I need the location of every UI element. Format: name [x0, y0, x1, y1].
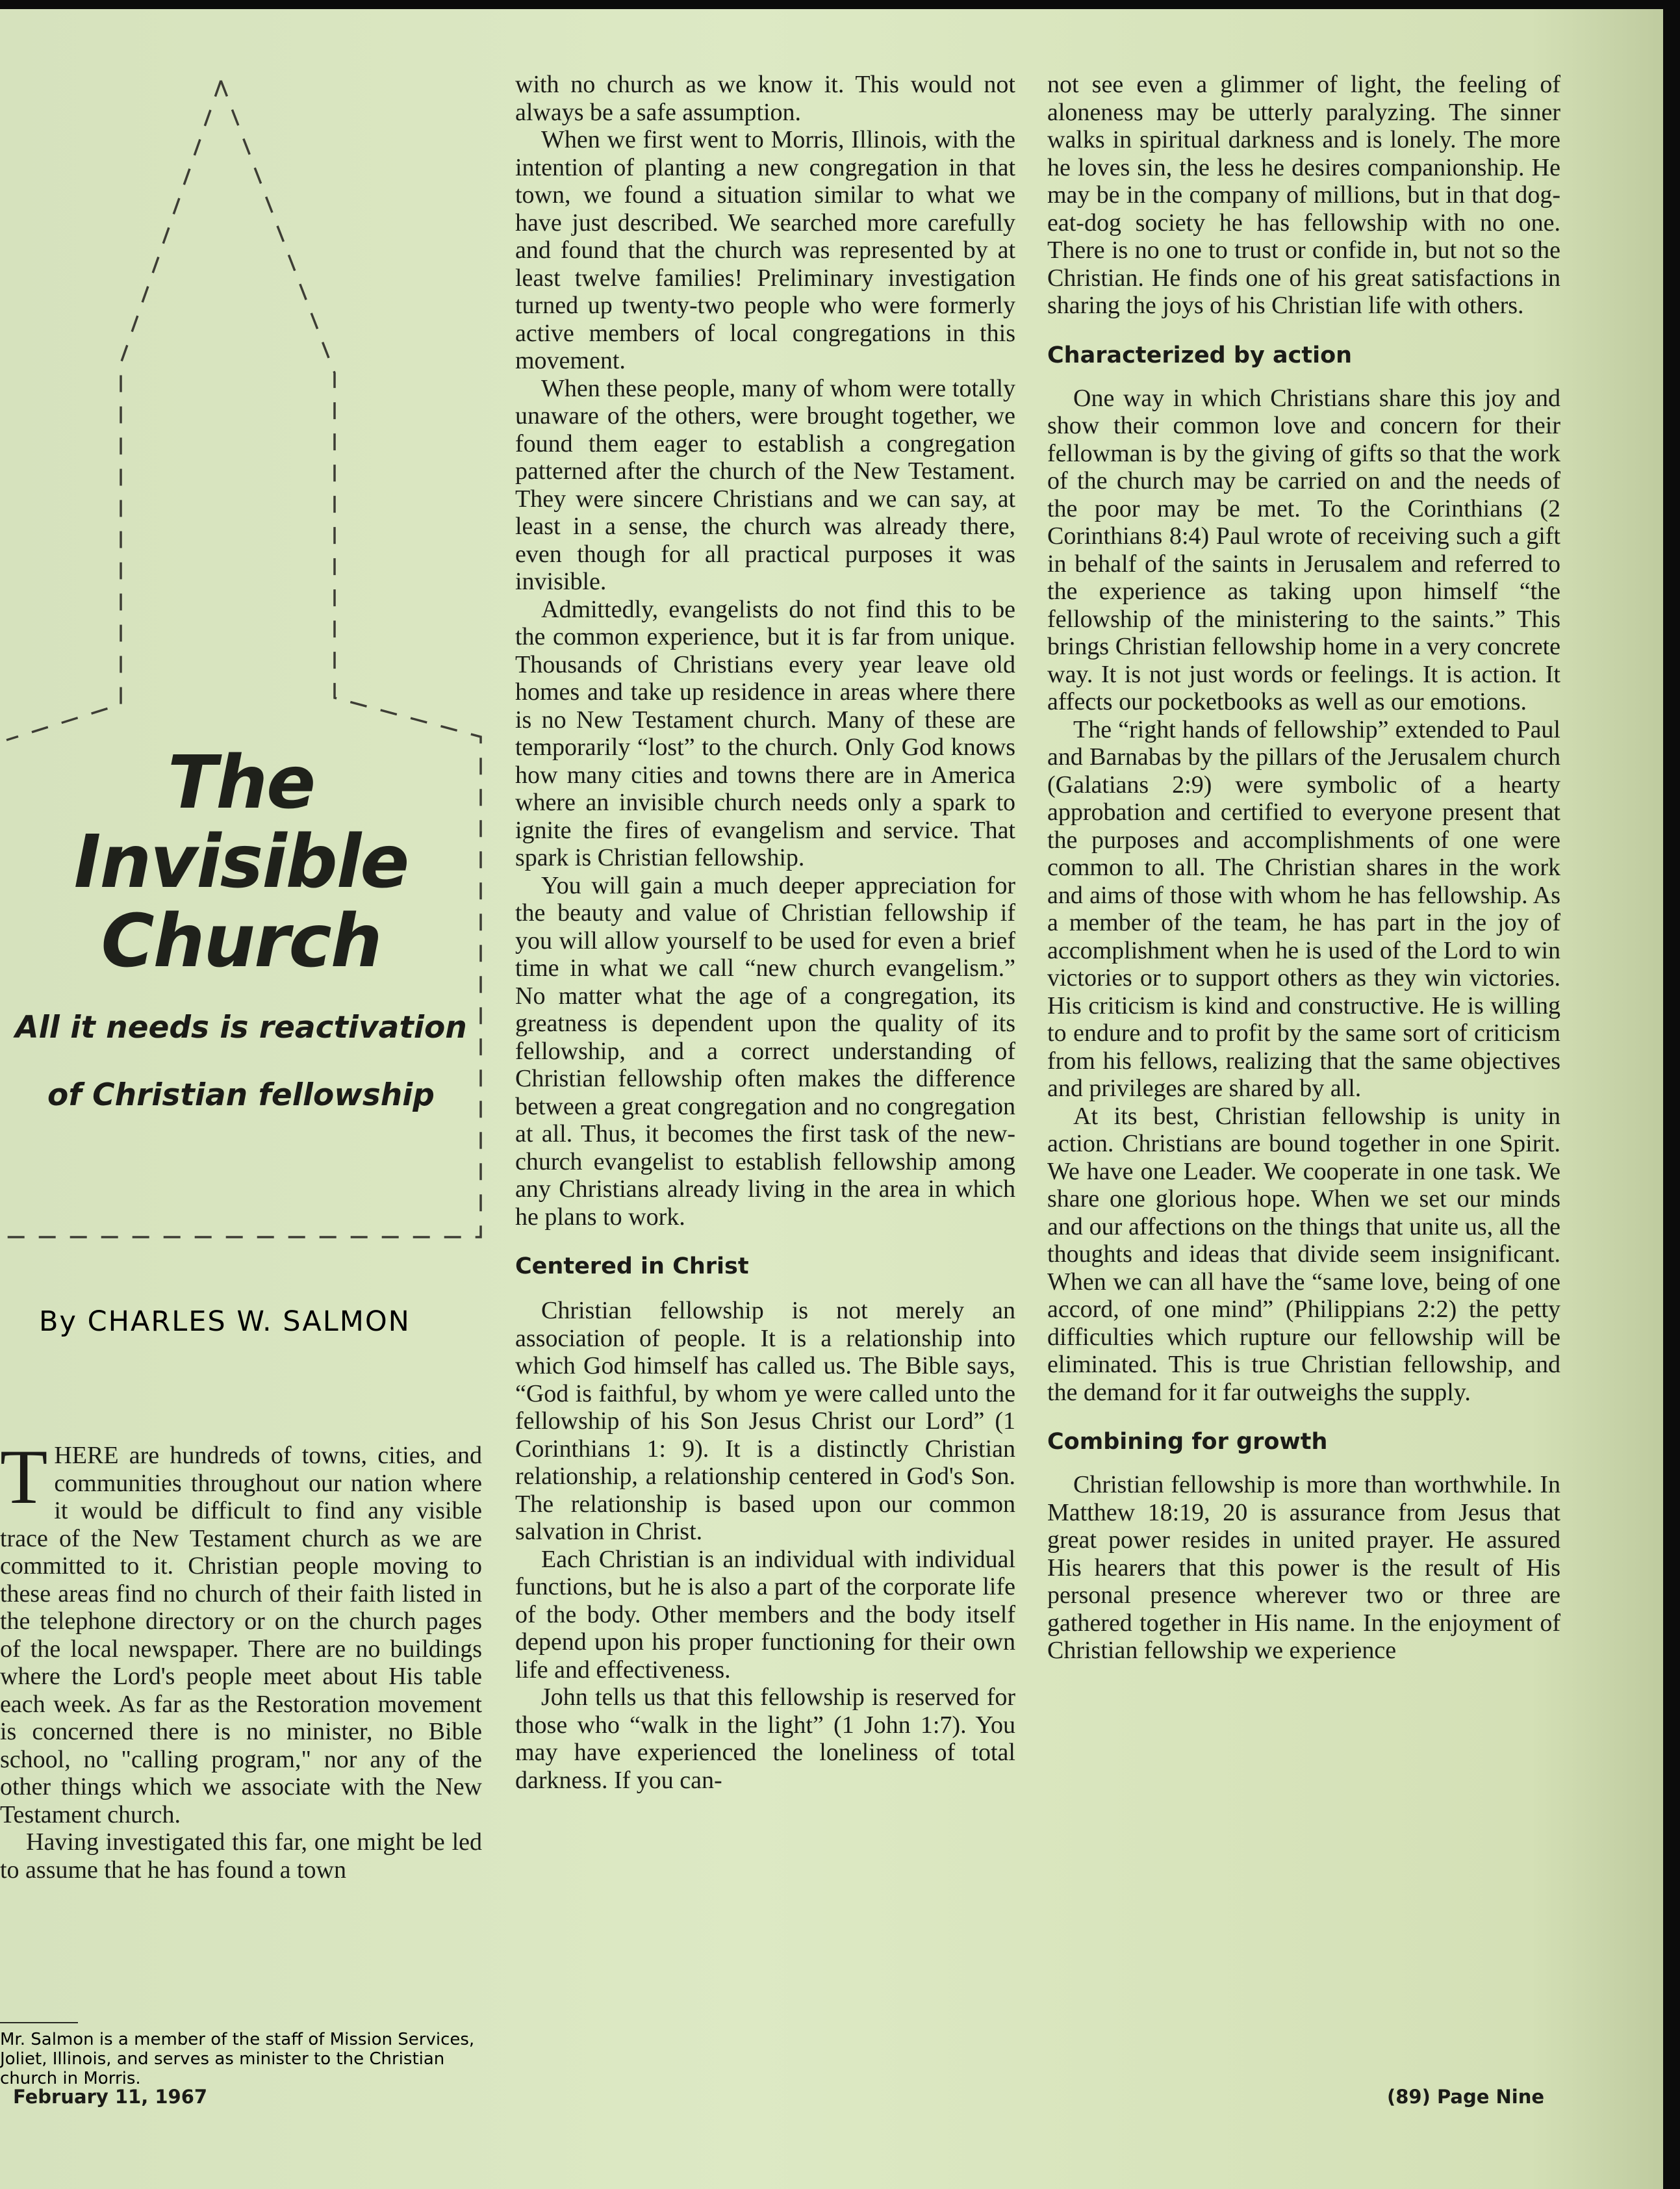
footer-page-number: (89) Page Nine [1387, 2086, 1545, 2108]
footnote-rule [0, 2022, 78, 2023]
paragraph: Each Christian is an individual with individual functions, but he is also a part of the corporate life of the body. Other members and the body itself depend upon his proper functioning for their own life and effectiveness. [515, 1545, 1015, 1683]
paragraph: When we first went to Morris, Illinois, with the intention of planting a new congregation in that town, we found a situation similar to what we have just described. We searched more carefully and found that the church was represented by at least twelve families! Preliminary investigation turned up twenty-two people who were formerly active members of local congregations in this movement. [515, 126, 1015, 374]
title-line-2: Invisible [73, 820, 409, 904]
paragraph: When these people, many of whom were totally unaware of the others, were brought together, we found them eager to establish a congregation patterned after the church of the New Testament. They were sincere Christians and we can say, at least in a sense, the church was already there, even though for all practical purposes it was invisible. [515, 374, 1015, 595]
byline: By CHARLES W. SALMON [39, 1305, 411, 1338]
paragraph: The “right hands of fellowship” extended to Paul and Barnabas by the pillars of the Jerusalem church (Galatians 2:9) were symbolic of a hearty approbation and certified to everyone present that the purposes and accomplishments of one were common to all. The Christian shares in the work and aims of those with whom he has fellowship. As a member of the team, he has part in the joy of accomplishment when he is used of the Lord to win victories or to support others as they win victories. His criticism is kind and constructive. He is willing to endure and to profit by the same sort of criticism from his fellows, realizing that the same objectives and privileges are shared by all. [1047, 715, 1560, 1102]
column-3 [1047, 71, 1560, 1665]
column-2 [515, 71, 1015, 1794]
magazine-page [0, 9, 1663, 2189]
author-footnote: Mr. Salmon is a member of the staff of Mission Services, Joliet, Illinois, and serves as minister to the Christian church in Morris. [0, 2030, 475, 2088]
paragraph: Christian fellowship is not merely an association of people. It is a relationship into which God himself has called us. The Bible says, “God is faithful, by whom ye were called unto the fellowship of his Son Jesus Christ our Lord” (1 Corinthians 1: 9). It is a distinctly Christian relationship, a relationship centered in God's Son. The relationship is based upon our common salvation in Christ. [515, 1297, 1015, 1545]
column-1 [0, 1433, 482, 1884]
paragraph: Having investigated this far, one might be led to assume that he has found a town [0, 1828, 482, 1884]
footer-date: February 11, 1967 [13, 2086, 208, 2108]
paragraph: You will gain a much deeper appreciation for the beauty and value of Christian fellowship if you will allow yourself to be used for even a brief time in what we call “new church evangelism.” No matter what the age of a congregation, its greatness is dependent upon the quality of its fellowship, and a correct understanding of Christian fellowship often makes the difference between a great congregation and no congregation at all. Thus, it becomes the first task of the new-church evangelist to establish fellowship among any Christians already living in the area in which he plans to work. [515, 871, 1015, 1231]
paragraph: At its best, Christian fellowship is unity in action. Christians are bound together in one Spirit. We have one Leader. We cooperate in one task. We share one glorious hope. When we set our minds and our affections on the things that unite us, all the thoughts and ideas that divide seem insignificant. When we can all have the “same love, being of one accord, of one mind” (Philippians 2:2) the petty difficulties which rupture our fellowship will be eliminated. This is true Christian fellowship, and the demand for it far outweighs the supply. [1047, 1102, 1560, 1406]
title-block [0, 743, 482, 1129]
paragraph: THERE are hundreds of towns, cities, and communities throughout our nation where it would be difficult to find any visible trace of the New Testament church as we are committed to it. Christian people moving to these areas find no church of their faith listed in the telephone directory or on the church pages of the local newspaper. There are no buildings where the Lord's people meet about His table each week. As far as the Restoration movement is concerned there is no minister, no Bible school, no "calling program," nor any of the other things which we associate with the New Testament church. [0, 1433, 482, 1828]
paragraph: not see even a glimmer of light, the feeling of aloneness may be utterly paralyzing. The sinner walks in spiritual darkness and is lonely. The more he loves sin, the less he desires companionship. He may be in the company of millions, but in that dog-eat-dog society he has fellowship with no one. There is no one to trust or confide in, but not so the Christian. He finds one of his great satisfactions in sharing the joys of his Christian life with others. [1047, 71, 1560, 319]
section-heading: Centered in Christ [515, 1253, 749, 1279]
section-heading: Combining for growth [1047, 1429, 1328, 1455]
title-line-1: The [167, 741, 315, 825]
paragraph: One way in which Christians share this joy and show their common love and concern for their fellowman is by the giving of gifts so that the work of the church may be carried on and the needs of the poor may be met. To the Corinthians (2 Corinthians 8:4) Paul wrote of receiving such a gift in behalf of the saints in Jerusalem and referred to the experience as taking upon himself “the fellowship of the ministering to the saints.” This brings Christian fellowship home in a very concrete way. It is not just words or feelings. It is action. It affects our pocketbooks as well as our emotions. [1047, 384, 1560, 715]
title-line-3: Church [101, 899, 381, 984]
subtitle-line-2: of Christian fellowship [47, 1077, 435, 1113]
paragraph: John tells us that this fellowship is reserved for those who “walk in the light” (1 John 1:7). You may have experienced the loneliness of total darkness. If you can- [515, 1683, 1015, 1794]
section-heading: Characterized by action [1047, 342, 1353, 368]
paragraph: with no church as we know it. This would not always be a safe assumption. [515, 71, 1015, 126]
drop-cap: T [0, 1433, 48, 1520]
paragraph: Christian fellowship is more than worthwhile. In Matthew 18:19, 20 is assurance from Jesus that great power resides in united prayer. He assured His hearers that this power is the result of His personal presence wherever two or three are gathered together in His name. In the enjoyment of Christian fellowship we experience [1047, 1471, 1560, 1664]
paragraph: Admittedly, evangelists do not find this to be the common experience, but it is far from unique. Thousands of Christians every year leave old homes and take up residence in areas where there is no New Testament church. Many of these are temporarily “lost” to the church. Only God knows how many cities and towns there are in America where an invisible church needs only a spark to ignite the fires of evangelism and service. That spark is Christian fellowship. [515, 595, 1015, 871]
subtitle-line-1: All it needs is reactivation [15, 1010, 467, 1045]
